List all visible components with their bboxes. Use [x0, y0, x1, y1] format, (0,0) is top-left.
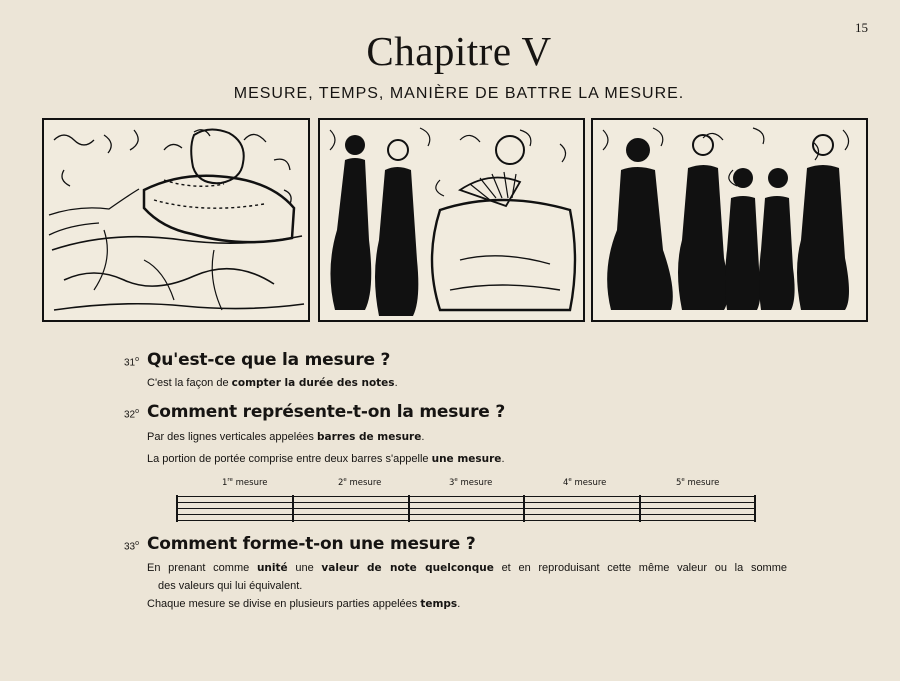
bar-line — [176, 495, 178, 522]
illustration-seated-women — [593, 120, 866, 320]
bar-line — [292, 495, 294, 522]
staff-line — [176, 502, 756, 503]
illustration-women-with-fan — [320, 120, 583, 320]
measure-label: 3e mesure — [449, 477, 493, 488]
answer-33-line-1: En prenant comme unité une valeur de note quelconque et en reproduisant cette même valeur ou la somme — [147, 562, 787, 574]
staff-line — [176, 514, 756, 515]
question-31 — [124, 350, 390, 370]
bar-line — [408, 495, 410, 522]
measure-label: 1re mesure — [222, 477, 268, 488]
bar-line — [523, 495, 525, 522]
answer-31: C'est la façon de compter la durée des notes. — [147, 377, 398, 389]
question-number: 33$^o$ — [124, 539, 140, 552]
question-number: 32$^o$ — [124, 407, 140, 420]
answer-33-line-3: Chaque mesure se divise en plusieurs parties appelées temps. — [147, 598, 461, 610]
music-staff — [176, 495, 756, 525]
question-heading: Comment représente-t-on la mesure ? — [147, 402, 505, 422]
question-heading: Comment forme-t-on une mesure ? — [147, 534, 476, 554]
answer-33-line-2: des valeurs qui lui équivalent. — [158, 580, 303, 592]
bar-line — [754, 495, 756, 522]
staff-line — [176, 508, 756, 509]
measure-label: 2e mesure — [338, 477, 382, 488]
illustration-panel-1 — [42, 118, 310, 322]
staff-line — [176, 520, 756, 521]
question-33 — [124, 534, 476, 554]
chapter-subtitle: MESURE, TEMPS, MANIÈRE DE BATTRE LA MESURE. — [233, 85, 685, 102]
illustration-woman-in-bed — [44, 120, 308, 320]
answer-32-line-2: La portion de portée comprise entre deux barres s'appelle une mesure. — [147, 453, 505, 465]
question-32 — [124, 402, 505, 422]
chapter-title: Chapitre V — [366, 28, 552, 74]
question-number: 31$^o$ — [124, 355, 140, 368]
bar-line — [639, 495, 641, 522]
answer-32-line-1: Par des lignes verticales appelées barres de mesure. — [147, 431, 425, 443]
measure-label: 4e mesure — [563, 477, 607, 488]
question-heading: Qu'est-ce que la mesure ? — [147, 350, 391, 370]
page-number: 15 — [855, 20, 868, 35]
illustration-panel-3 — [591, 118, 868, 322]
measure-label: 5e mesure — [676, 477, 720, 488]
illustration-panel-2 — [318, 118, 585, 322]
staff-line — [176, 496, 756, 497]
